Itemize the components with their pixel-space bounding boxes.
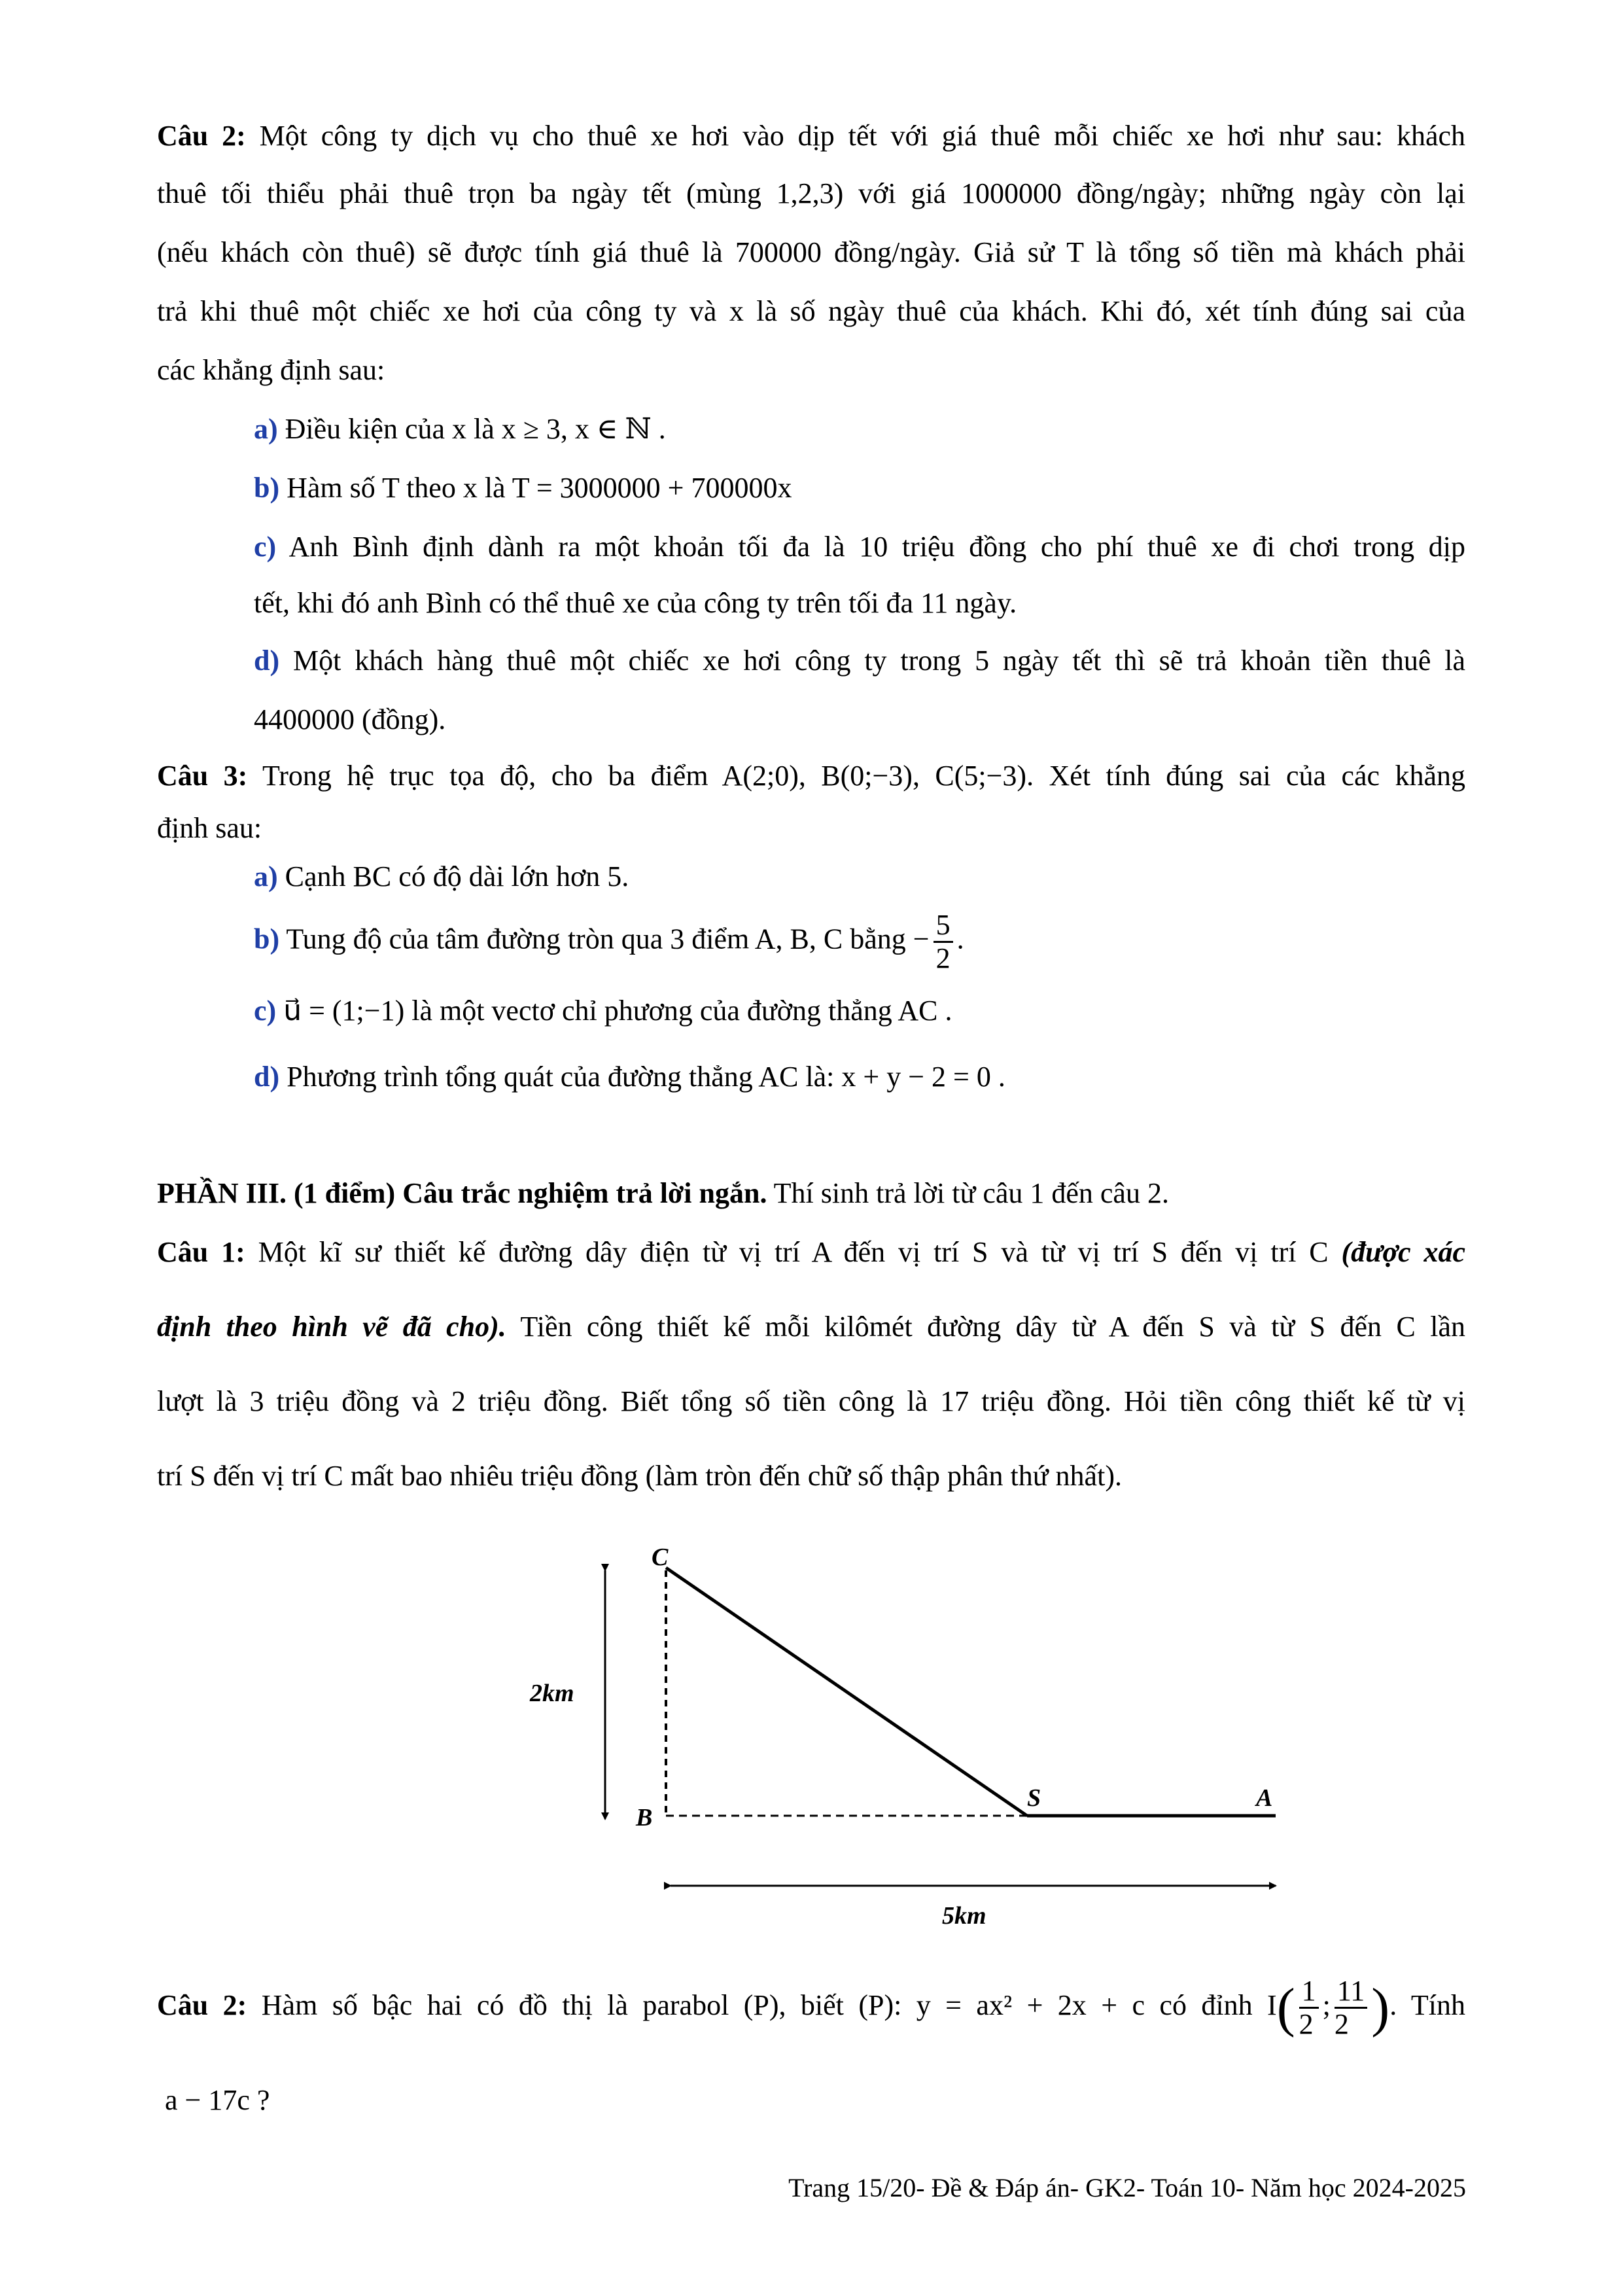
q3-option-c-text: u⃗ = (1;−1) là một vectơ chỉ phương của đường thẳng AC . xyxy=(283,995,952,1027)
q3-option-a-label: a) xyxy=(254,860,278,892)
fraction-denominator: 2 xyxy=(1299,2008,1314,2041)
q3-line-1 xyxy=(157,756,1465,796)
p3q2-text-1: Hàm số bậc hai có đồ thị là parabol (P), biết (P): y = ax² + 2x + c có đỉnh I xyxy=(261,1989,1277,2021)
q3-option-c xyxy=(254,991,1465,1031)
q2-option-a-label: a) xyxy=(254,413,278,445)
geometry-figure xyxy=(523,1544,1308,1937)
q2-line-3 xyxy=(157,233,1465,272)
p3q1-text-3: lượt là 3 triệu đồng và 2 triệu đồng. Biết tổng số tiền công là 17 triệu đồng. Hỏi tiền công thiết kế từ vị xyxy=(157,1385,1465,1417)
paren-close: ) xyxy=(1371,1977,1390,2038)
p3q1-text-2: Tiền công thiết kế mỗi kilômét đường dây từ A đến S và từ S đến C lần xyxy=(520,1311,1465,1343)
q3-option-b-end: . xyxy=(956,923,964,955)
segment-cs xyxy=(666,1568,1027,1816)
p3q1-line-4 xyxy=(157,1457,1465,1496)
q2-text-5: các khẳng định sau: xyxy=(157,354,385,386)
fraction-denominator: 2 xyxy=(935,942,951,974)
q2-line-5 xyxy=(157,351,1465,390)
q2-text-2: thuê tối thiểu phải thuê trọn ba ngày tết (mùng 1,2,3) với giá 1000000 đồng/ngày; những ngày còn lại xyxy=(157,177,1465,209)
p3q1-line-2 xyxy=(157,1307,1465,1347)
p3q1-text-4: trí S đến vị trí C mất bao nhiêu triệu đồng (làm tròn đến chữ số thập phân thứ nhất). xyxy=(157,1460,1122,1492)
p3q1-emph-2: định theo hình vẽ đã cho). xyxy=(157,1311,506,1343)
p3q1-line-3 xyxy=(157,1382,1465,1421)
q2-option-a xyxy=(254,410,1465,449)
p3q1-emph-1: (được xác xyxy=(1341,1236,1466,1268)
fraction-numerator: 1 xyxy=(1299,1975,1319,2009)
q3-option-d-text: Phương trình tổng quát của đường thẳng AC là: x + y − 2 = 0 . xyxy=(287,1061,1005,1093)
paren-open: ( xyxy=(1276,1977,1295,2038)
q3-option-d-label: d) xyxy=(254,1061,280,1093)
q2-title: Câu 2: xyxy=(157,120,246,152)
q2-text-1: Một công ty dịch vụ cho thuê xe hơi vào dịp tết với giá thuê mỗi chiếc xe hơi như sau: khách xyxy=(259,120,1465,152)
p3q2-text-3: a − 17c ? xyxy=(165,2084,270,2116)
q2-option-c-text-2: tết, khi đó anh Bình có thể thuê xe của công ty trên tối đa 11 ngày. xyxy=(254,587,1017,619)
q3-text-2: định sau: xyxy=(157,812,262,844)
q3-option-b xyxy=(254,910,1465,981)
q2-option-b xyxy=(254,468,1465,508)
q2-option-d xyxy=(254,641,1465,680)
q3-line-2 xyxy=(157,809,1465,848)
q2-line-1 xyxy=(157,116,1465,156)
fraction-separator: ; xyxy=(1322,1989,1331,2021)
q2-line-2 xyxy=(157,174,1465,213)
vertex-y-fraction xyxy=(1335,1975,1367,2040)
label-c: C xyxy=(652,1544,669,1571)
q2-option-d-text-1: Một khách hàng thuê một chiếc xe hơi công ty trong 5 ngày tết thì sẽ trả khoản tiền thuê là xyxy=(293,645,1466,677)
p3q1-title: Câu 1: xyxy=(157,1236,245,1268)
part3-instruction: Thí sinh trả lời từ câu 1 đến câu 2. xyxy=(773,1177,1169,1209)
p3q2-line-1 xyxy=(157,1969,1465,2041)
part3-heading-line xyxy=(157,1174,1465,1213)
q2-option-b-label: b) xyxy=(254,472,280,504)
label-a: A xyxy=(1256,1784,1273,1812)
q2-text-4: trả khi thuê một chiếc xe hơi của công ty và x là số ngày thuê của khách. Khi đó, xét tính đúng sai của xyxy=(157,295,1465,327)
fraction-denominator: 2 xyxy=(1334,2008,1349,2041)
q2-option-a-text: Điều kiện của x là x ≥ 3, x ∈ ℕ . xyxy=(285,413,666,445)
p3q2-text-2: . Tính xyxy=(1389,1989,1465,2021)
label-b: B xyxy=(636,1804,653,1831)
q3-option-c-label: c) xyxy=(254,995,277,1027)
q2-option-c-label: c) xyxy=(254,531,277,563)
q3-option-a xyxy=(254,857,1465,896)
q2-option-b-text: Hàm số T theo x là T = 3000000 + 700000x xyxy=(287,472,792,504)
p3q1-text-1: Một kĩ sư thiết kế đường dây điện từ vị trí A đến vị trí S và từ vị trí S đến vị trí C xyxy=(258,1236,1329,1268)
q2-option-d-text-2: 4400000 (đồng). xyxy=(254,703,446,735)
p3q2-line-2 xyxy=(165,2081,1473,2120)
q3-option-b-label: b) xyxy=(254,923,280,955)
q2-option-c xyxy=(254,527,1465,567)
page-footer: Trang 15/20- Đề & Đáp án- GK2- Toán 10- Năm học 2024-2025 xyxy=(788,2173,1466,2202)
part3-heading: PHẦN III. (1 điểm) Câu trắc nghiệm trả lời ngắn. xyxy=(157,1177,767,1209)
q3-option-b-text: Tung độ của tâm đường tròn qua 3 điểm A, B, C bằng − xyxy=(286,923,930,955)
q3-option-b-fraction xyxy=(934,910,953,974)
p3q2-title: Câu 2: xyxy=(157,1989,247,2021)
q3-option-d xyxy=(254,1057,1465,1097)
fraction-numerator: 11 xyxy=(1335,1975,1367,2009)
q2-option-d-label: d) xyxy=(254,645,280,677)
q3-text-1: Trong hệ trục tọa độ, cho ba điểm A(2;0), B(0;−3), C(5;−3). Xét tính đúng sai của các khẳng xyxy=(262,760,1465,792)
fraction-numerator: 5 xyxy=(934,910,953,943)
label-s: S xyxy=(1027,1784,1041,1812)
q3-title: Câu 3: xyxy=(157,760,248,792)
q2-option-d-cont xyxy=(254,700,1465,739)
vertex-x-fraction xyxy=(1299,1975,1319,2040)
label-width: 5km xyxy=(942,1902,986,1930)
q2-option-c-text-1: Anh Bình định dành ra một khoản tối đa là 10 triệu đồng cho phí thuê xe đi chơi trong dịp xyxy=(288,531,1465,563)
q2-text-3: (nếu khách còn thuê) sẽ được tính giá thuê là 700000 đồng/ngày. Giả sử T là tổng số tiền mà khách phải xyxy=(157,236,1465,268)
p3q1-line-1 xyxy=(157,1233,1465,1272)
q2-line-4 xyxy=(157,292,1465,331)
q2-option-c-cont xyxy=(254,584,1465,623)
q3-option-a-text: Cạnh BC có độ dài lớn hơn 5. xyxy=(285,860,629,892)
label-height: 2km xyxy=(530,1680,574,1707)
